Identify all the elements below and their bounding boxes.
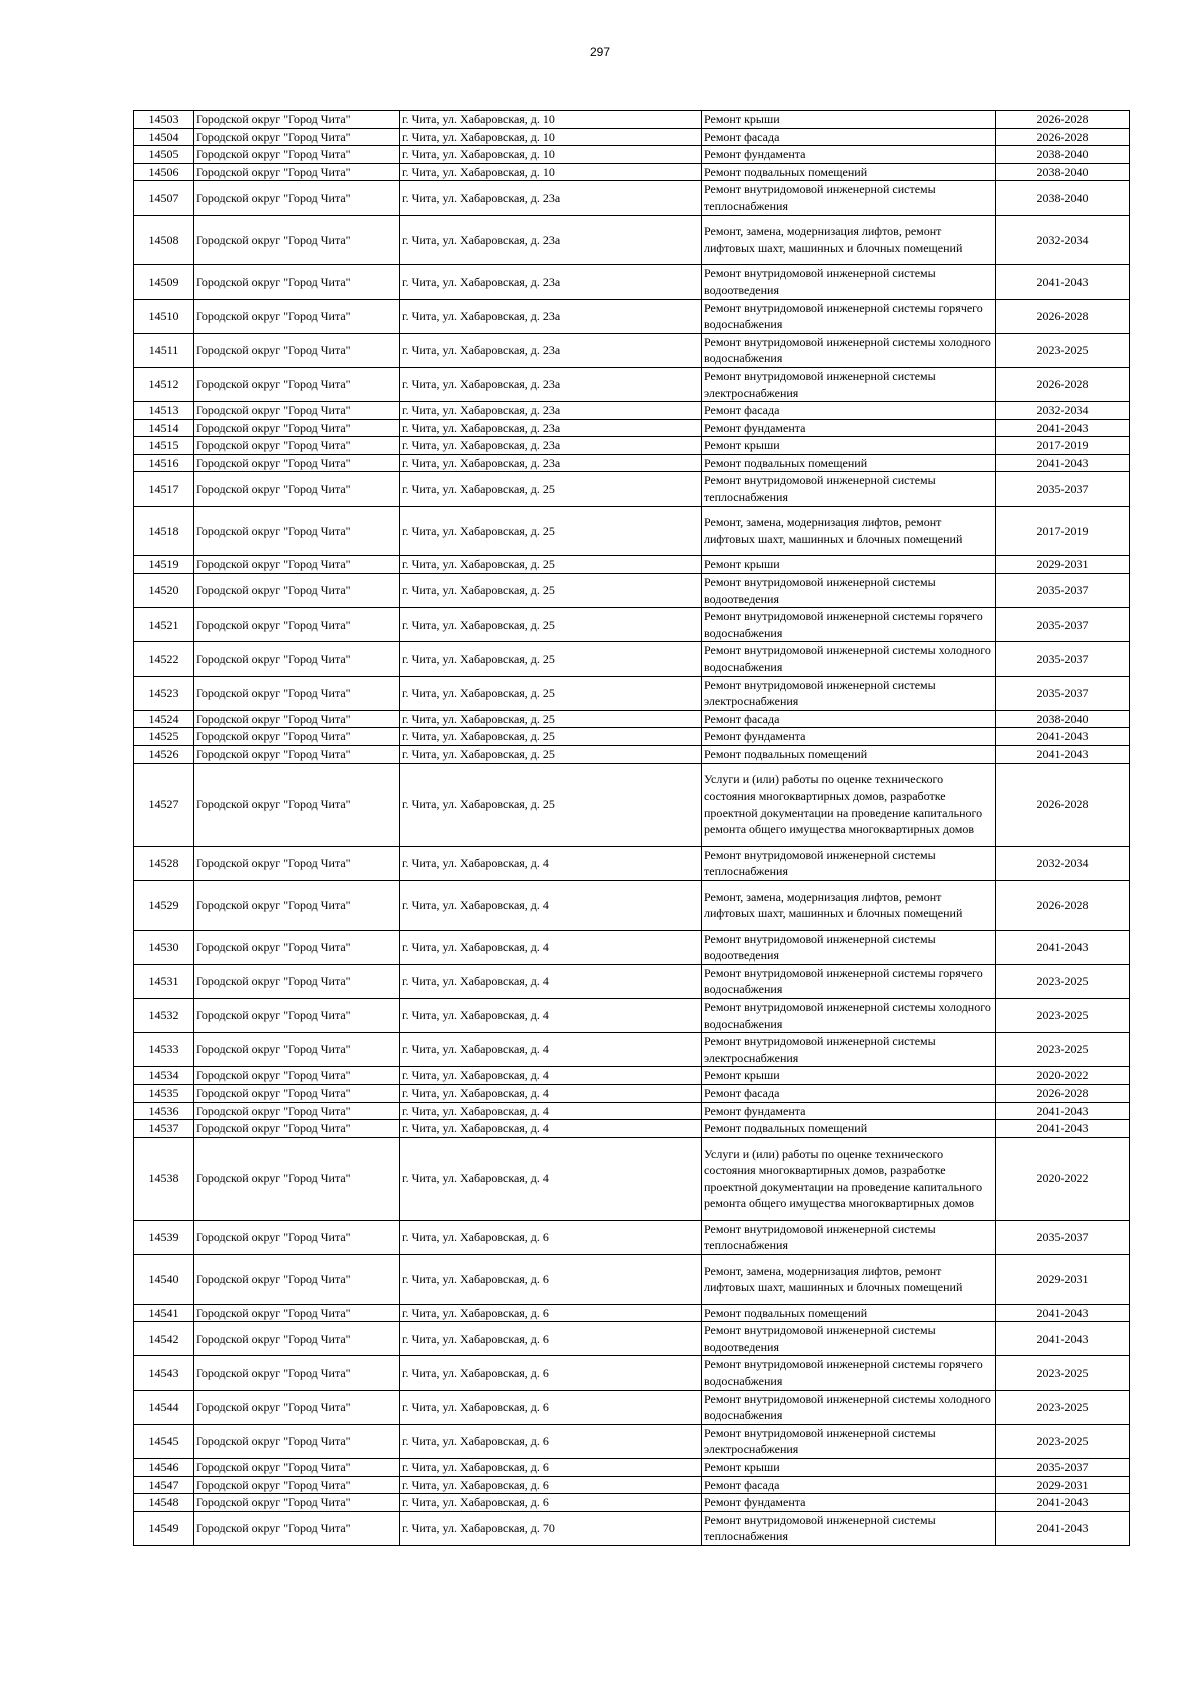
work-type-cell: Ремонт внутридомовой инженерной системы водоотведения [702, 265, 996, 299]
work-type-cell: Ремонт внутридомовой инженерной системы электроснабжения [702, 676, 996, 710]
period-cell: 2029-2031 [996, 1254, 1130, 1304]
address-cell: г. Чита, ул. Хабаровская, д. 23а [400, 437, 702, 455]
municipality-cell: Городской округ "Город Чита" [194, 1067, 400, 1085]
table-body [134, 111, 1130, 1546]
address-cell: г. Чита, ул. Хабаровская, д. 10 [400, 163, 702, 181]
address-cell: г. Чита, ул. Хабаровская, д. 6 [400, 1322, 702, 1356]
work-type-cell: Ремонт внутридомовой инженерной системы холодного водоснабжения [702, 642, 996, 676]
address-cell: г. Чита, ул. Хабаровская, д. 4 [400, 880, 702, 930]
period-cell: 2038-2040 [996, 146, 1130, 164]
row-number: 14517 [134, 472, 194, 506]
municipality-cell: Городской округ "Город Чита" [194, 556, 400, 574]
address-cell: г. Чита, ул. Хабаровская, д. 25 [400, 728, 702, 746]
work-type-cell: Ремонт, замена, модернизация лифтов, ремонт лифтовых шахт, машинных и блочных помещений [702, 1254, 996, 1304]
table-row [134, 1102, 1130, 1120]
period-cell: 2026-2028 [996, 880, 1130, 930]
municipality-cell: Городской округ "Город Чита" [194, 964, 400, 998]
address-cell: г. Чита, ул. Хабаровская, д. 23а [400, 333, 702, 367]
row-number: 14526 [134, 746, 194, 764]
work-type-cell: Услуги и (или) работы по оценке технического состояния многоквартирных домов, разработке проектной документации на проведение капитального ремонта общего имущества многоквартирных домов [702, 1137, 996, 1220]
row-number: 14532 [134, 998, 194, 1032]
municipality-cell: Городской округ "Город Чита" [194, 763, 400, 846]
table-row [134, 763, 1130, 846]
municipality-cell: Городской округ "Город Чита" [194, 746, 400, 764]
work-type-cell: Ремонт крыши [702, 1067, 996, 1085]
municipality-cell: Городской округ "Город Чита" [194, 1102, 400, 1120]
row-number: 14536 [134, 1102, 194, 1120]
municipality-cell: Городской округ "Город Чита" [194, 880, 400, 930]
period-cell: 2023-2025 [996, 333, 1130, 367]
address-cell: г. Чита, ул. Хабаровская, д. 23а [400, 419, 702, 437]
municipality-cell: Городской округ "Город Чита" [194, 1304, 400, 1322]
table-row [134, 1390, 1130, 1424]
period-cell: 2026-2028 [996, 763, 1130, 846]
municipality-cell: Городской округ "Город Чита" [194, 1084, 400, 1102]
row-number: 14515 [134, 437, 194, 455]
address-cell: г. Чита, ул. Хабаровская, д. 23а [400, 402, 702, 420]
work-type-cell: Ремонт крыши [702, 437, 996, 455]
row-number: 14521 [134, 608, 194, 642]
period-cell: 2038-2040 [996, 163, 1130, 181]
municipality-cell: Городской округ "Город Чита" [194, 1494, 400, 1512]
municipality-cell: Городской округ "Город Чита" [194, 1137, 400, 1220]
table-row [134, 1120, 1130, 1138]
work-type-cell: Ремонт внутридомовой инженерной системы водоотведения [702, 930, 996, 964]
period-cell: 2023-2025 [996, 1356, 1130, 1390]
address-cell: г. Чита, ул. Хабаровская, д. 23а [400, 299, 702, 333]
table-row [134, 215, 1130, 265]
work-type-cell: Ремонт крыши [702, 556, 996, 574]
work-type-cell: Ремонт внутридомовой инженерной системы горячего водоснабжения [702, 964, 996, 998]
municipality-cell: Городской округ "Город Чита" [194, 930, 400, 964]
address-cell: г. Чита, ул. Хабаровская, д. 23а [400, 215, 702, 265]
table-row [134, 1356, 1130, 1390]
address-cell: г. Чита, ул. Хабаровская, д. 25 [400, 574, 702, 608]
row-number: 14544 [134, 1390, 194, 1424]
table-row [134, 746, 1130, 764]
work-type-cell: Ремонт внутридомовой инженерной системы электроснабжения [702, 1424, 996, 1458]
period-cell: 2041-2043 [996, 1102, 1130, 1120]
address-cell: г. Чита, ул. Хабаровская, д. 23а [400, 181, 702, 215]
table-row [134, 472, 1130, 506]
table-row [134, 846, 1130, 880]
municipality-cell: Городской округ "Город Чита" [194, 1220, 400, 1254]
row-number: 14541 [134, 1304, 194, 1322]
table-row [134, 265, 1130, 299]
municipality-cell: Городской округ "Город Чита" [194, 608, 400, 642]
address-cell: г. Чита, ул. Хабаровская, д. 6 [400, 1494, 702, 1512]
municipality-cell: Городской округ "Город Чита" [194, 472, 400, 506]
municipality-cell: Городской округ "Город Чита" [194, 1390, 400, 1424]
work-type-cell: Ремонт внутридомовой инженерной системы водоотведения [702, 1322, 996, 1356]
table-row [134, 181, 1130, 215]
municipality-cell: Городской округ "Город Чита" [194, 1322, 400, 1356]
address-cell: г. Чита, ул. Хабаровская, д. 23а [400, 454, 702, 472]
address-cell: г. Чита, ул. Хабаровская, д. 6 [400, 1356, 702, 1390]
row-number: 14508 [134, 215, 194, 265]
work-type-cell: Ремонт внутридомовой инженерной системы электроснабжения [702, 1033, 996, 1067]
table-row [134, 1476, 1130, 1494]
address-cell: г. Чита, ул. Хабаровская, д. 23а [400, 367, 702, 401]
municipality-cell: Городской округ "Город Чита" [194, 419, 400, 437]
period-cell: 2029-2031 [996, 556, 1130, 574]
table-row [134, 676, 1130, 710]
period-cell: 2026-2028 [996, 367, 1130, 401]
municipality-cell: Городской округ "Город Чита" [194, 1254, 400, 1304]
work-type-cell: Ремонт подвальных помещений [702, 1120, 996, 1138]
row-number: 14534 [134, 1067, 194, 1085]
row-number: 14542 [134, 1322, 194, 1356]
table-row [134, 642, 1130, 676]
period-cell: 2041-2043 [996, 419, 1130, 437]
municipality-cell: Городской округ "Город Чита" [194, 367, 400, 401]
address-cell: г. Чита, ул. Хабаровская, д. 25 [400, 506, 702, 556]
address-cell: г. Чита, ул. Хабаровская, д. 23а [400, 265, 702, 299]
table-row [134, 1067, 1130, 1085]
period-cell: 2041-2043 [996, 1322, 1130, 1356]
table-row [134, 998, 1130, 1032]
page-number: 297 [589, 45, 611, 59]
municipality-cell: Городской округ "Город Чита" [194, 998, 400, 1032]
row-number: 14525 [134, 728, 194, 746]
address-cell: г. Чита, ул. Хабаровская, д. 25 [400, 608, 702, 642]
period-cell: 2035-2037 [996, 472, 1130, 506]
row-number: 14504 [134, 128, 194, 146]
table-row [134, 556, 1130, 574]
municipality-cell: Городской округ "Город Чита" [194, 506, 400, 556]
period-cell: 2026-2028 [996, 128, 1130, 146]
municipality-cell: Городской округ "Город Чита" [194, 1476, 400, 1494]
municipality-cell: Городской округ "Город Чита" [194, 1459, 400, 1477]
row-number: 14528 [134, 846, 194, 880]
table-row [134, 367, 1130, 401]
municipality-cell: Городской округ "Город Чита" [194, 181, 400, 215]
row-number: 14533 [134, 1033, 194, 1067]
work-type-cell: Ремонт внутридомовой инженерной системы теплоснабжения [702, 846, 996, 880]
work-type-cell: Ремонт фасада [702, 128, 996, 146]
work-type-cell: Ремонт фундамента [702, 728, 996, 746]
period-cell: 2041-2043 [996, 930, 1130, 964]
municipality-cell: Городской округ "Город Чита" [194, 402, 400, 420]
municipality-cell: Городской округ "Город Чита" [194, 1033, 400, 1067]
address-cell: г. Чита, ул. Хабаровская, д. 25 [400, 676, 702, 710]
row-number: 14531 [134, 964, 194, 998]
period-cell: 2017-2019 [996, 506, 1130, 556]
table-row [134, 608, 1130, 642]
row-number: 14520 [134, 574, 194, 608]
row-number: 14540 [134, 1254, 194, 1304]
table-row [134, 1033, 1130, 1067]
work-type-cell: Ремонт фасада [702, 402, 996, 420]
period-cell: 2041-2043 [996, 1511, 1130, 1545]
table-row [134, 1322, 1130, 1356]
row-number: 14522 [134, 642, 194, 676]
row-number: 14512 [134, 367, 194, 401]
table-row [134, 111, 1130, 129]
municipality-cell: Городской округ "Город Чита" [194, 299, 400, 333]
work-type-cell: Ремонт внутридомовой инженерной системы электроснабжения [702, 367, 996, 401]
row-number: 14545 [134, 1424, 194, 1458]
work-type-cell: Ремонт внутридомовой инженерной системы теплоснабжения [702, 1220, 996, 1254]
table-row [134, 402, 1130, 420]
work-type-cell: Ремонт фундамента [702, 146, 996, 164]
table-row [134, 1254, 1130, 1304]
table-row [134, 1494, 1130, 1512]
work-type-cell: Ремонт подвальных помещений [702, 454, 996, 472]
municipality-cell: Городской округ "Город Чита" [194, 1356, 400, 1390]
period-cell: 2041-2043 [996, 265, 1130, 299]
period-cell: 2026-2028 [996, 111, 1130, 129]
work-type-cell: Ремонт фундамента [702, 1494, 996, 1512]
address-cell: г. Чита, ул. Хабаровская, д. 4 [400, 1120, 702, 1138]
work-type-cell: Ремонт внутридомовой инженерной системы холодного водоснабжения [702, 333, 996, 367]
address-cell: г. Чита, ул. Хабаровская, д. 10 [400, 111, 702, 129]
municipality-cell: Городской округ "Город Чита" [194, 146, 400, 164]
address-cell: г. Чита, ул. Хабаровская, д. 25 [400, 763, 702, 846]
period-cell: 2041-2043 [996, 1304, 1130, 1322]
address-cell: г. Чита, ул. Хабаровская, д. 4 [400, 964, 702, 998]
row-number: 14505 [134, 146, 194, 164]
table-row [134, 146, 1130, 164]
municipality-cell: Городской округ "Город Чита" [194, 454, 400, 472]
work-type-cell: Ремонт фасада [702, 710, 996, 728]
table-row [134, 1511, 1130, 1545]
work-type-cell: Ремонт фасада [702, 1476, 996, 1494]
period-cell: 2035-2037 [996, 676, 1130, 710]
period-cell: 2035-2037 [996, 1220, 1130, 1254]
period-cell: 2023-2025 [996, 964, 1130, 998]
work-type-cell: Ремонт, замена, модернизация лифтов, ремонт лифтовых шахт, машинных и блочных помещений [702, 215, 996, 265]
address-cell: г. Чита, ул. Хабаровская, д. 10 [400, 146, 702, 164]
period-cell: 2023-2025 [996, 998, 1130, 1032]
table-row [134, 1304, 1130, 1322]
work-type-cell: Ремонт крыши [702, 111, 996, 129]
period-cell: 2023-2025 [996, 1424, 1130, 1458]
row-number: 14529 [134, 880, 194, 930]
work-type-cell: Ремонт подвальных помещений [702, 746, 996, 764]
table-row [134, 128, 1130, 146]
municipality-cell: Городской округ "Город Чита" [194, 437, 400, 455]
table-row [134, 930, 1130, 964]
work-type-cell: Ремонт, замена, модернизация лифтов, ремонт лифтовых шахт, машинных и блочных помещений [702, 506, 996, 556]
table-row [134, 1220, 1130, 1254]
row-number: 14538 [134, 1137, 194, 1220]
row-number: 14511 [134, 333, 194, 367]
row-number: 14546 [134, 1459, 194, 1477]
row-number: 14509 [134, 265, 194, 299]
row-number: 14514 [134, 419, 194, 437]
work-type-cell: Ремонт подвальных помещений [702, 1304, 996, 1322]
municipality-cell: Городской округ "Город Чита" [194, 1511, 400, 1545]
address-cell: г. Чита, ул. Хабаровская, д. 4 [400, 1137, 702, 1220]
address-cell: г. Чита, ул. Хабаровская, д. 6 [400, 1459, 702, 1477]
municipality-cell: Городской округ "Город Чита" [194, 163, 400, 181]
municipality-cell: Городской округ "Город Чита" [194, 128, 400, 146]
municipality-cell: Городской округ "Город Чита" [194, 676, 400, 710]
municipality-cell: Городской округ "Город Чита" [194, 1120, 400, 1138]
municipality-cell: Городской округ "Город Чита" [194, 846, 400, 880]
municipality-cell: Городской округ "Город Чита" [194, 728, 400, 746]
municipality-cell: Городской округ "Город Чита" [194, 642, 400, 676]
work-type-cell: Ремонт фасада [702, 1084, 996, 1102]
period-cell: 2035-2037 [996, 642, 1130, 676]
address-cell: г. Чита, ул. Хабаровская, д. 70 [400, 1511, 702, 1545]
address-cell: г. Чита, ул. Хабаровская, д. 4 [400, 846, 702, 880]
period-cell: 2026-2028 [996, 1084, 1130, 1102]
row-number: 14547 [134, 1476, 194, 1494]
address-cell: г. Чита, ул. Хабаровская, д. 25 [400, 556, 702, 574]
address-cell: г. Чита, ул. Хабаровская, д. 4 [400, 1102, 702, 1120]
table-row [134, 163, 1130, 181]
table-row [134, 1424, 1130, 1458]
address-cell: г. Чита, ул. Хабаровская, д. 6 [400, 1254, 702, 1304]
table-row [134, 574, 1130, 608]
work-type-cell: Ремонт подвальных помещений [702, 163, 996, 181]
period-cell: 2035-2037 [996, 1459, 1130, 1477]
period-cell: 2035-2037 [996, 574, 1130, 608]
work-type-cell: Ремонт внутридомовой инженерной системы горячего водоснабжения [702, 299, 996, 333]
work-type-cell: Ремонт фундамента [702, 1102, 996, 1120]
table-row [134, 964, 1130, 998]
row-number: 14523 [134, 676, 194, 710]
table-row [134, 710, 1130, 728]
municipality-cell: Городской округ "Город Чита" [194, 710, 400, 728]
period-cell: 2041-2043 [996, 454, 1130, 472]
row-number: 14519 [134, 556, 194, 574]
period-cell: 2041-2043 [996, 1494, 1130, 1512]
period-cell: 2041-2043 [996, 1120, 1130, 1138]
row-number: 14518 [134, 506, 194, 556]
address-cell: г. Чита, ул. Хабаровская, д. 10 [400, 128, 702, 146]
address-cell: г. Чита, ул. Хабаровская, д. 25 [400, 472, 702, 506]
table-row [134, 437, 1130, 455]
period-cell: 2041-2043 [996, 746, 1130, 764]
row-number: 14513 [134, 402, 194, 420]
municipality-cell: Городской округ "Город Чита" [194, 215, 400, 265]
table-row [134, 1084, 1130, 1102]
period-cell: 2032-2034 [996, 846, 1130, 880]
period-cell: 2032-2034 [996, 402, 1130, 420]
period-cell: 2041-2043 [996, 728, 1130, 746]
row-number: 14507 [134, 181, 194, 215]
municipality-cell: Городской округ "Город Чита" [194, 333, 400, 367]
repair-schedule-table [133, 110, 1130, 1546]
work-type-cell: Ремонт фундамента [702, 419, 996, 437]
work-type-cell: Ремонт внутридомовой инженерной системы горячего водоснабжения [702, 1356, 996, 1390]
row-number: 14503 [134, 111, 194, 129]
municipality-cell: Городской округ "Город Чита" [194, 265, 400, 299]
work-type-cell: Ремонт, замена, модернизация лифтов, ремонт лифтовых шахт, машинных и блочных помещений [702, 880, 996, 930]
row-number: 14510 [134, 299, 194, 333]
row-number: 14543 [134, 1356, 194, 1390]
row-number: 14530 [134, 930, 194, 964]
address-cell: г. Чита, ул. Хабаровская, д. 4 [400, 930, 702, 964]
address-cell: г. Чита, ул. Хабаровская, д. 6 [400, 1390, 702, 1424]
row-number: 14539 [134, 1220, 194, 1254]
period-cell: 2020-2022 [996, 1137, 1130, 1220]
table-row [134, 419, 1130, 437]
work-type-cell: Ремонт внутридомовой инженерной системы холодного водоснабжения [702, 1390, 996, 1424]
period-cell: 2023-2025 [996, 1033, 1130, 1067]
table-row [134, 1459, 1130, 1477]
address-cell: г. Чита, ул. Хабаровская, д. 25 [400, 746, 702, 764]
work-type-cell: Услуги и (или) работы по оценке технического состояния многоквартирных домов, разработке проектной документации на проведение капитального ремонта общего имущества многоквартирных домов [702, 763, 996, 846]
address-cell: г. Чита, ул. Хабаровская, д. 4 [400, 1067, 702, 1085]
table-row [134, 506, 1130, 556]
address-cell: г. Чита, ул. Хабаровская, д. 4 [400, 1033, 702, 1067]
period-cell: 2038-2040 [996, 710, 1130, 728]
address-cell: г. Чита, ул. Хабаровская, д. 4 [400, 998, 702, 1032]
row-number: 14548 [134, 1494, 194, 1512]
work-type-cell: Ремонт внутридомовой инженерной системы водоотведения [702, 574, 996, 608]
row-number: 14516 [134, 454, 194, 472]
table-row [134, 1137, 1130, 1220]
period-cell: 2020-2022 [996, 1067, 1130, 1085]
table-row [134, 333, 1130, 367]
work-type-cell: Ремонт крыши [702, 1459, 996, 1477]
work-type-cell: Ремонт внутридомовой инженерной системы горячего водоснабжения [702, 608, 996, 642]
period-cell: 2023-2025 [996, 1390, 1130, 1424]
address-cell: г. Чита, ул. Хабаровская, д. 25 [400, 642, 702, 676]
row-number: 14537 [134, 1120, 194, 1138]
municipality-cell: Городской округ "Город Чита" [194, 111, 400, 129]
period-cell: 2038-2040 [996, 181, 1130, 215]
address-cell: г. Чита, ул. Хабаровская, д. 4 [400, 1084, 702, 1102]
address-cell: г. Чита, ул. Хабаровская, д. 6 [400, 1304, 702, 1322]
period-cell: 2029-2031 [996, 1476, 1130, 1494]
table-row [134, 880, 1130, 930]
work-type-cell: Ремонт внутридомовой инженерной системы холодного водоснабжения [702, 998, 996, 1032]
municipality-cell: Городской округ "Город Чита" [194, 574, 400, 608]
address-cell: г. Чита, ул. Хабаровская, д. 25 [400, 710, 702, 728]
address-cell: г. Чита, ул. Хабаровская, д. 6 [400, 1476, 702, 1494]
municipality-cell: Городской округ "Город Чита" [194, 1424, 400, 1458]
table-row [134, 299, 1130, 333]
work-type-cell: Ремонт внутридомовой инженерной системы теплоснабжения [702, 472, 996, 506]
period-cell: 2032-2034 [996, 215, 1130, 265]
work-type-cell: Ремонт внутридомовой инженерной системы теплоснабжения [702, 181, 996, 215]
period-cell: 2026-2028 [996, 299, 1130, 333]
table-row [134, 454, 1130, 472]
period-cell: 2035-2037 [996, 608, 1130, 642]
address-cell: г. Чита, ул. Хабаровская, д. 6 [400, 1220, 702, 1254]
row-number: 14527 [134, 763, 194, 846]
work-type-cell: Ремонт внутридомовой инженерной системы теплоснабжения [702, 1511, 996, 1545]
row-number: 14535 [134, 1084, 194, 1102]
row-number: 14506 [134, 163, 194, 181]
row-number: 14549 [134, 1511, 194, 1545]
period-cell: 2017-2019 [996, 437, 1130, 455]
table-row [134, 728, 1130, 746]
row-number: 14524 [134, 710, 194, 728]
address-cell: г. Чита, ул. Хабаровская, д. 6 [400, 1424, 702, 1458]
